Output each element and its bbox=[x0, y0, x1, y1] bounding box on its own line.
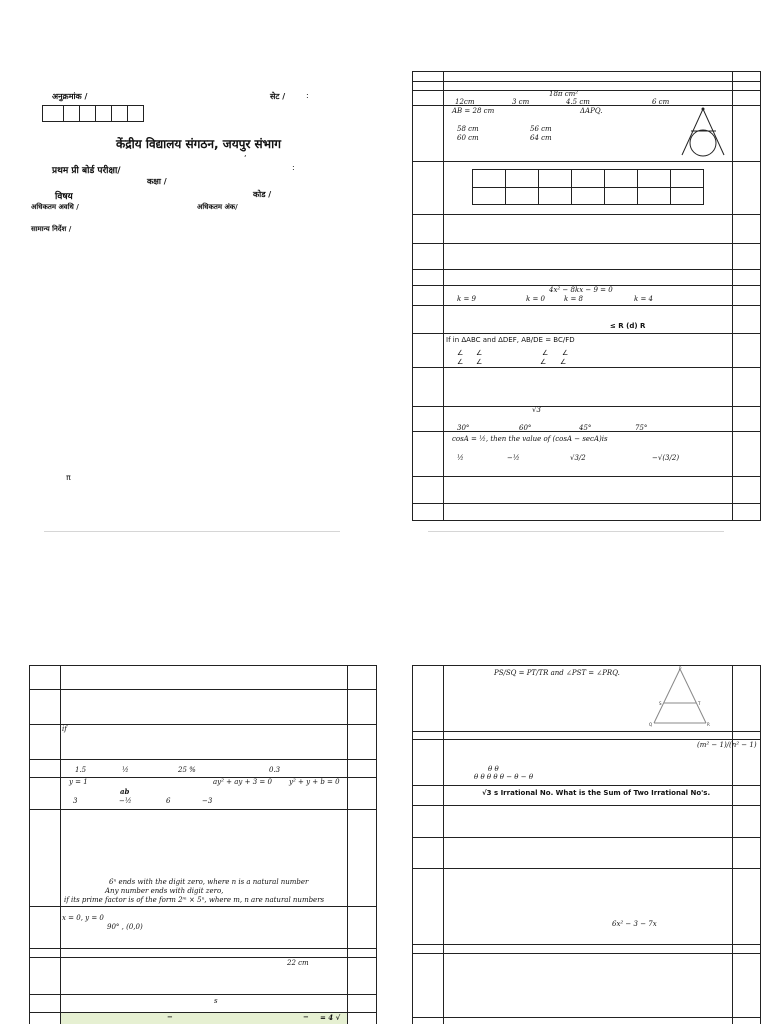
angle-mark: ∠ bbox=[476, 349, 483, 357]
question-sheet-3 bbox=[29, 665, 377, 1024]
option-d: k = 4 bbox=[634, 295, 654, 303]
circle-tangent-figure bbox=[678, 107, 728, 159]
code-label: कोड / bbox=[253, 190, 272, 199]
roll-box[interactable] bbox=[127, 105, 144, 122]
set-colon: : bbox=[306, 91, 309, 100]
option-b: ½ bbox=[122, 766, 129, 774]
theta-options: θ θ θ θ θ − θ − θ bbox=[474, 773, 534, 781]
vertex-label: P bbox=[679, 666, 682, 671]
minus-sign: − bbox=[303, 1013, 309, 1021]
option-d: −3 bbox=[202, 797, 213, 805]
highlighted-answer bbox=[61, 1013, 347, 1024]
ratio-question: PS/SQ = PT/TR and ∠PST = ∠PRQ. bbox=[494, 669, 620, 677]
option-d: −√(3/2) bbox=[652, 454, 680, 462]
xy-text: x = 0, y = 0 bbox=[62, 914, 104, 922]
roll-box[interactable] bbox=[79, 105, 96, 122]
class-label: कक्षा / bbox=[147, 177, 167, 186]
minus-sign: − bbox=[167, 1013, 173, 1021]
option-b: 56 cm bbox=[530, 125, 552, 133]
option-a: ½ bbox=[457, 454, 464, 462]
angle-mark: ∠ bbox=[542, 349, 549, 357]
option-a: 3 bbox=[73, 797, 78, 805]
option-d: 0.3 bbox=[269, 766, 281, 774]
length-text: 22 cm bbox=[287, 959, 309, 967]
angle-mark: ∠ bbox=[476, 358, 483, 366]
marks-label: अधिकतम अंक/ bbox=[197, 203, 238, 211]
exam-colon: : bbox=[292, 163, 295, 172]
option-b: 60° bbox=[519, 424, 532, 432]
option-d: 75° bbox=[635, 424, 648, 432]
question-sheet-2 bbox=[412, 71, 761, 521]
root-three: √3 bbox=[532, 406, 541, 414]
title-comma: , bbox=[244, 149, 247, 158]
option-a: 58 cm bbox=[457, 125, 479, 133]
roll-box[interactable] bbox=[111, 105, 128, 122]
page-divider bbox=[44, 531, 340, 532]
equation-a: ay² + ay + 3 = 0 bbox=[213, 778, 272, 786]
option-c: 60 cm bbox=[457, 134, 479, 142]
fraction-expression: (m² − 1)/(n² − 1) bbox=[697, 741, 757, 749]
similar-triangle-question: If in ΔABC and ΔDEF, AB/DE = BC/FD bbox=[446, 336, 575, 344]
option-b: k = 0 bbox=[526, 295, 546, 303]
instructions-label: सामान्य निर्देश / bbox=[31, 225, 72, 233]
equation-y: y = 1 bbox=[69, 778, 88, 786]
option-c: 25 % bbox=[178, 766, 196, 774]
option-b: 3 cm bbox=[512, 98, 530, 106]
cover-page bbox=[30, 75, 360, 535]
frequency-table bbox=[472, 169, 704, 205]
tangent-triangle: ΔAPQ. bbox=[580, 107, 603, 115]
vertex-label: R bbox=[707, 722, 710, 727]
angle-mark: ∠ bbox=[562, 349, 569, 357]
option-c: √3/2 bbox=[570, 454, 586, 462]
exam-label: प्रथम प्री बोर्ड परीक्षा/ bbox=[52, 166, 121, 176]
irrational-question: √3 s Irrational No. What is the Sum of Two Irrational No's. bbox=[482, 789, 711, 797]
angle-mark: ∠ bbox=[457, 358, 464, 366]
quadratic-question: 4x² − 8kx − 9 = 0 bbox=[549, 286, 613, 294]
equation-b: y² + y + b = 0 bbox=[289, 778, 340, 786]
option-d: 64 cm bbox=[530, 134, 552, 142]
cos-question: cosA = ½, then the value of (cosA − secA)is bbox=[452, 435, 608, 443]
option-c: 4.5 cm bbox=[566, 98, 590, 106]
option-a: 1.5 bbox=[75, 766, 87, 774]
angle-mark: ∠ bbox=[540, 358, 547, 366]
vertex-label: S bbox=[659, 701, 662, 706]
roll-number-label: अनुक्रमांक / bbox=[52, 92, 88, 101]
angle-mark: ∠ bbox=[560, 358, 567, 366]
if-text: if bbox=[62, 725, 67, 733]
triangle-figure bbox=[644, 665, 712, 729]
subject-label: विषय bbox=[55, 192, 73, 202]
small-label: s bbox=[214, 997, 218, 1005]
reason-text-cont: if its prime factor is of the form 2ᵐ × 5ⁿ, where m, n are natural numbers bbox=[64, 896, 325, 904]
theta-row: θ θ bbox=[488, 765, 499, 773]
question-sheet-4 bbox=[412, 665, 761, 1024]
reason-text: Any number ends with digit zero, bbox=[105, 887, 224, 895]
tangent-question: AB = 28 cm bbox=[452, 107, 495, 115]
option-a: 30° bbox=[457, 424, 470, 432]
vertex-label: Q bbox=[649, 722, 653, 727]
roll-box[interactable] bbox=[95, 105, 112, 122]
page-divider bbox=[428, 531, 724, 532]
option-c: 6 bbox=[166, 797, 171, 805]
range-options: ≤ R (d) R bbox=[610, 322, 646, 330]
option-c: 45° bbox=[579, 424, 592, 432]
roll-box[interactable] bbox=[63, 105, 80, 122]
vertex-label: T bbox=[698, 701, 701, 706]
time-label: अधिकतम अवधि / bbox=[31, 203, 79, 211]
area-question: 18π cm² bbox=[549, 90, 579, 98]
set-label: सेट / bbox=[270, 92, 286, 101]
option-b: −½ bbox=[119, 797, 132, 805]
option-c: k = 8 bbox=[564, 295, 584, 303]
ab-text: ab bbox=[120, 787, 130, 796]
roll-box[interactable] bbox=[42, 105, 64, 122]
option-a: k = 9 bbox=[457, 295, 477, 303]
option-a: 12cm bbox=[455, 98, 475, 106]
option-b: −½ bbox=[507, 454, 520, 462]
organisation-title: केंद्रीय विद्यालय संगठन, जयपुर संभाग bbox=[116, 137, 281, 151]
answer-value: = 4 √ bbox=[320, 1013, 341, 1022]
xy-options: 90° , (0,0) bbox=[107, 923, 143, 931]
assertion-text: 6ⁿ ends with the digit zero, where n is a natural number bbox=[109, 878, 309, 886]
option-d: 6 cm bbox=[652, 98, 670, 106]
polynomial-expression: 6x² − 3 − 7x bbox=[612, 920, 657, 928]
pi-symbol: π bbox=[66, 473, 71, 482]
angle-mark: ∠ bbox=[457, 349, 464, 357]
